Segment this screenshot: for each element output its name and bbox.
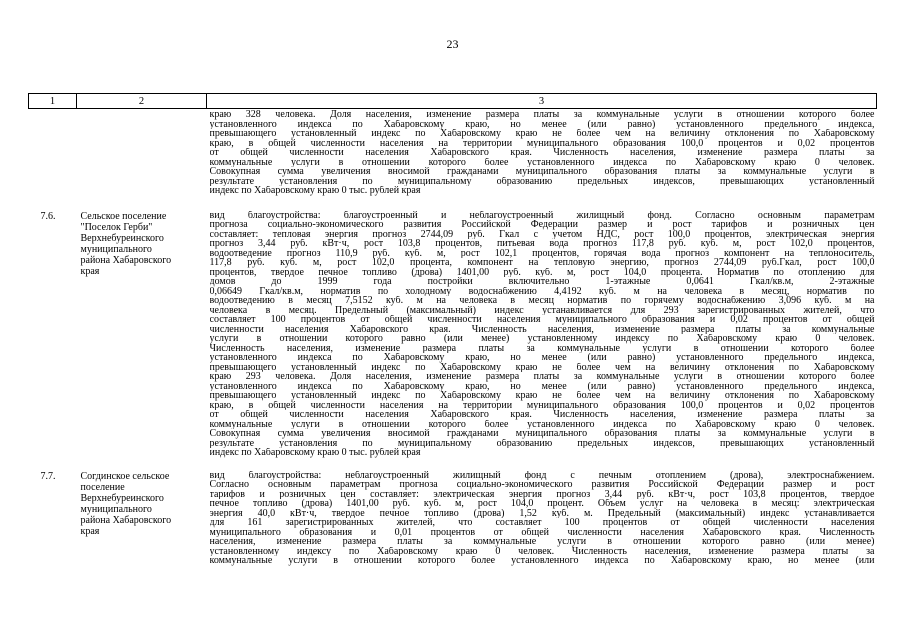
- page-number: 23: [446, 37, 459, 51]
- name-line: муниципального: [80, 503, 152, 515]
- text-line: превышающего установленный индекс по Хабаровскому краю не более чем на величину отклонения по Хабаровскому: [209, 362, 875, 372]
- text-line: водоотведению в месяц 7,5152 куб. м на человека в месяц норматив по горячему водоснабжению 3,096 куб. м на: [209, 296, 875, 306]
- text-line: 117,8 руб. куб. м, рост 102,0 процента, компонент на тепловую энергию, прогноз 2744,09 руб.Гкал, рост 100,0: [209, 258, 875, 268]
- text-line: услуги в отношении которого равно (или менее) установленному индексу по Хабаровскому краю 0 человек.: [209, 334, 875, 344]
- settlement-name: [77, 469, 207, 577]
- text-line: превышающего установленный индекс по Хабаровскому краю не более чем на величину отклонения по Хабаровскому: [209, 391, 875, 401]
- row-number: 7.7.: [40, 470, 56, 482]
- text-line: Численность населения, изменение размера платы за коммунальные услуги в отношении которого более: [209, 343, 875, 353]
- name-line: Верхнебуреинского: [80, 492, 164, 504]
- text-line: населения, изменение размера платы за коммунальные услуги в отношении которого равно (или менее): [209, 537, 875, 547]
- text-line: установленному индексу по Хабаровскому краю 0 человек. Численность населения, изменение размера платы за: [209, 546, 875, 556]
- name-line: края: [80, 525, 100, 537]
- text-line: тарифов и розничных цен составляет: электрическая энергия прогноз 3,44 руб. кВт·ч, рост 103,8 процентов, твердое: [209, 489, 875, 499]
- name-line: Согдинское сельское: [80, 470, 170, 482]
- text-line: превышающего установленный индекс по Хабаровскому краю не более чем на величину отклонения по Хабаровскому: [209, 129, 875, 139]
- text-line: 0,06649 Гкал/кв.м, норматив по холодному водоснабжению 4,4192 куб. м на человека в месяц, норматив по: [209, 286, 875, 296]
- text-line: вид благоустройства: благоустроенный и неблагоустроенный жилищный фонд. Согласно основным параметрам: [209, 210, 875, 220]
- table-row-continuation: [29, 109, 877, 209]
- name-line: района Хабаровского: [80, 514, 172, 526]
- text-line: от общей численности населения Хабаровского края. Численность населения, изменение размера платы за: [209, 148, 875, 158]
- text-line: прогноз 3,44 руб. кВт·ч, рост 103,8 процентов, питьевая вода прогноз 117,8 руб. куб. м, рост 102,0 процентов,: [209, 239, 875, 249]
- row-number-cell: [29, 109, 77, 209]
- row-description: [207, 469, 877, 577]
- name-line: поселение: [80, 481, 125, 493]
- text-line: от общей численности населения Хабаровского края. Численность населения, изменение размера платы за: [209, 410, 875, 420]
- row-description: [207, 209, 877, 469]
- text-line: установленного индекса по Хабаровскому краю, но менее (или равно) установленного предельного индекса,: [209, 353, 875, 363]
- text-line: коммунальные услуги в отношении которого более установленного индекса по Хабаровскому краю 0 человек.: [209, 419, 875, 429]
- table-row: [29, 469, 877, 577]
- text-line: вид благоустройства: неблагоустроенный жилищный фонд с печным отоплением (дрова), электроснабжением.: [209, 470, 875, 480]
- text-line: печное топливо (дрова) 1401,00 руб. куб. м, рост 104,0 процент. Объем услуг на человека в месяц: электрическая: [209, 499, 875, 509]
- text-line: установленного индекса по Хабаровскому краю, но менее (или равно) установленного предельного индекса,: [209, 381, 875, 391]
- text-line: домов до 1999 года постройки включительно 1-этажные 0,0641 Гкал/кв.м, 2-этажные: [209, 277, 875, 287]
- tariff-table: [28, 93, 877, 577]
- text-line: процентов, твердое печное топливо (дрова) 1401,00 руб. куб. м, рост 104,0 процента. Норматив по отоплению для: [209, 267, 875, 277]
- text-line: Совокупная сумма увеличения вносимой гражданами муниципального образования платы за коммунальные услуги в: [209, 429, 875, 439]
- table-body: [29, 109, 877, 577]
- table-row: [29, 209, 877, 469]
- settlement-name: [77, 209, 207, 469]
- text-line: энергия 40,0 кВт·ч, твердое печное топливо (дрова) 1,52 куб. м. Предельный (максимальный) индекс устанавливается: [209, 508, 875, 518]
- name-line: "Поселок Герби": [80, 221, 153, 233]
- text-line: Совокупная сумма увеличения вносимой гражданами муниципального образования платы за коммунальные услуги в: [209, 167, 875, 177]
- text-line: для 161 зарегистрированных жителей, что составляет 100 процентов от общей численности населения: [209, 518, 875, 528]
- column-header-1: 1: [29, 94, 77, 109]
- text-line: индекс по Хабаровскому краю 0 тыс. рублей края: [209, 448, 421, 458]
- text-line: индекс по Хабаровскому краю 0 тыс. рублей края: [209, 186, 421, 196]
- text-line: составляет: тепловая энергия прогноз 2744,09 руб. Гкал с учетом НДС, рост 100,0 процентов, электрическая энергия: [209, 229, 875, 239]
- text-line: установленного индекса по Хабаровскому краю, но менее (или равно) установленного предельного индекса,: [209, 119, 875, 129]
- text-line: результате установления по муниципальному образованию предельных индексов, превышающих установленный: [209, 438, 875, 448]
- row-description-cell: [207, 109, 877, 209]
- text-line: результате установления по муниципальному образованию предельных индексов, превышающих установленный: [209, 176, 875, 186]
- text-line: человека в месяц. Предельный (максимальный) индекс устанавливается для 293 зарегистрированных жителей, что: [209, 305, 875, 315]
- name-line: района Хабаровского: [80, 254, 172, 266]
- column-header-3: 3: [207, 94, 877, 109]
- text-line: краю, в общей численности населения на территории муниципального образования 100,0 процентов и 0,02 процентов: [209, 400, 875, 410]
- text-line: краю 293 человека. Доля населения, изменение размера платы за коммунальные услуги в отношении которого более: [209, 372, 875, 382]
- text-line: коммунальные услуги в отношении которого более установленного индекса по Хабаровскому краю 0 человек.: [209, 157, 875, 167]
- text-line: краю, в общей численности населения на территории муниципального образования 100,0 процентов и 0,02 процентов: [209, 138, 875, 148]
- text-line: составляет 100 процентов от общей численности населения муниципального образования и 0,02 процентов от общей: [209, 315, 875, 325]
- name-line: Сельское поселение: [80, 210, 167, 222]
- text-line: краю 328 человека. Доля населения, изменение размера платы за коммунальные услуги в отношении которого более: [209, 110, 875, 120]
- name-line: Верхнебуреинского: [80, 232, 164, 244]
- row-name-cell: [77, 109, 207, 209]
- text-line: коммунальные услуги в отношении которого более установленного индекса по Хабаровскому краю, но менее (или: [209, 556, 875, 566]
- name-line: края: [80, 265, 100, 277]
- text-line: численности населения Хабаровского края. Численность населения, изменение размера платы за коммунальные: [209, 324, 875, 334]
- text-line: прогноза социально-экономического развития Российской Федерации размер и рост тарифов и розничных цен: [209, 220, 875, 230]
- name-line: муниципального: [80, 243, 152, 255]
- text-line: муниципального образования и 0,01 процентов от общей численности населения Хабаровского края. Численность: [209, 527, 875, 537]
- table-header: [29, 94, 877, 109]
- column-header-2: 2: [77, 94, 207, 109]
- text-line: Согласно основным параметрам прогноза социально-экономического развития Российской Федерации размер и рост: [209, 480, 875, 490]
- text-line: водоотведение прогноз 110,9 руб. куб. м, рост 102,1 процентов, горячая вода прогноз компонент на теплоноситель,: [209, 248, 875, 258]
- row-number: 7.6.: [40, 210, 56, 222]
